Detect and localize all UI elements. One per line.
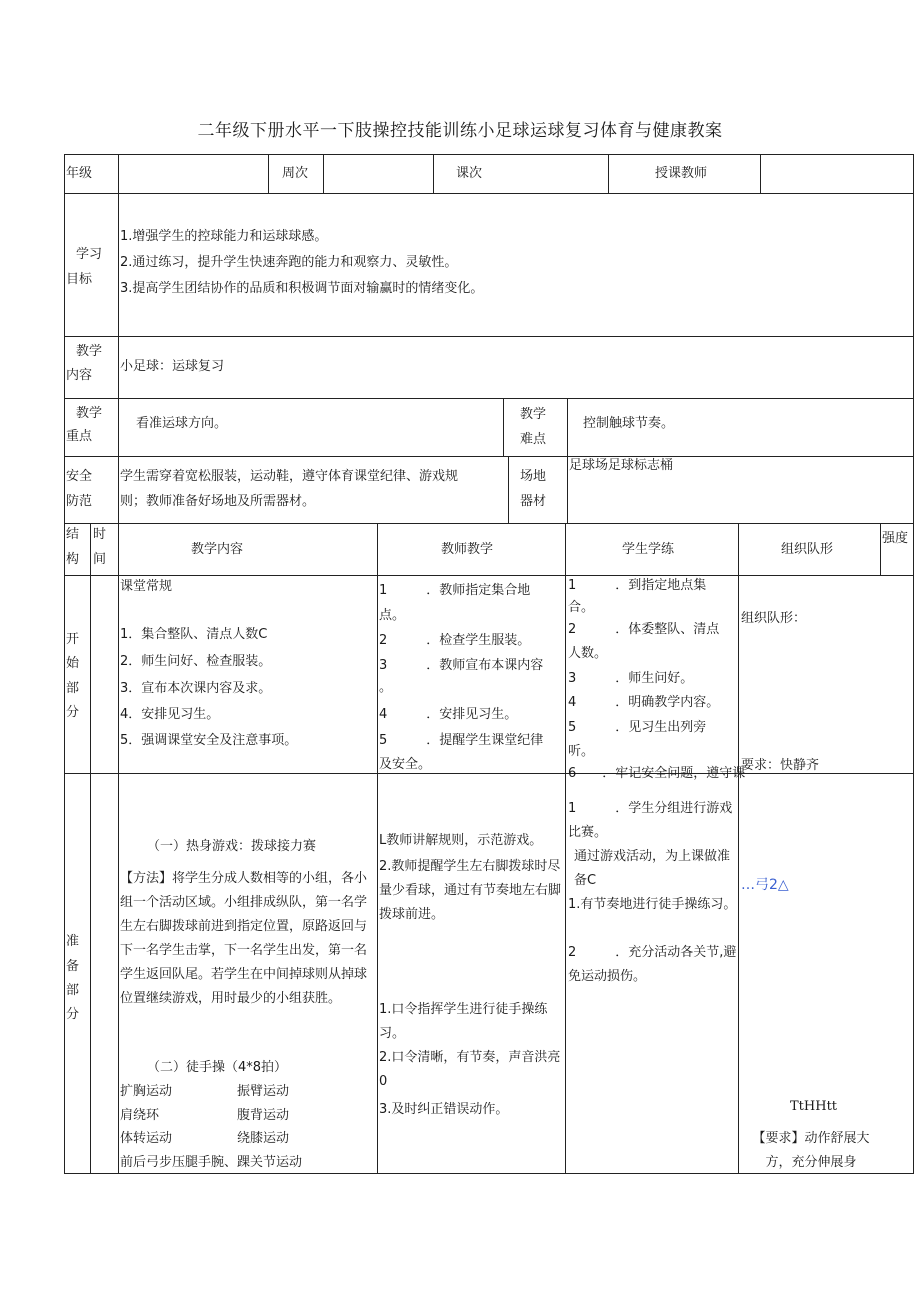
prepare-teacher-line: 3.及时纠正错误动作。 xyxy=(379,1102,509,1117)
col-structure: 结 xyxy=(66,527,80,542)
col-line xyxy=(567,398,568,523)
objective-item: 1.增强学生的控球能力和运球球感。 xyxy=(120,229,328,244)
start-teacher-line: 1 ．教师指定集合地 xyxy=(379,583,531,598)
page-title: 二年级下册水平一下肢操控技能训练小足球运球复习体育与健康教案 xyxy=(197,121,723,141)
col-line xyxy=(508,456,509,523)
row-line xyxy=(64,336,914,337)
start-teacher-line: 2 ．检查学生服装。 xyxy=(379,633,531,648)
col-line xyxy=(118,523,119,1174)
start-teacher-line: 点。 xyxy=(379,608,406,623)
exercise-item: 扩胸运动 xyxy=(120,1084,173,1099)
section-char: 部 xyxy=(66,681,80,696)
objectives-label: 目标 xyxy=(66,272,93,287)
start-teacher-line: 。 xyxy=(379,680,393,695)
safety-text: 学生需穿着宽松服装，运动鞋，遵守体育课堂纪律、游戏规 xyxy=(120,469,459,484)
start-content-line: 2．师生问好、检查服装。 xyxy=(120,654,272,669)
content-label: 教学 xyxy=(76,344,103,359)
start-content-line: 课堂常规 xyxy=(120,579,173,594)
grade-label: 年级 xyxy=(66,166,93,181)
col-content: 教学内容 xyxy=(191,542,244,557)
start-content-line: 1．集合整队、清点人数C xyxy=(120,627,268,642)
start-teacher-line: 及安全。 xyxy=(379,757,432,772)
prepare-teacher-line: L教师讲解规则，示范游戏。 xyxy=(379,833,543,848)
start-student-line: 5 ．见习生出列旁 xyxy=(568,720,707,735)
col-time: 时 xyxy=(93,527,107,542)
row-line xyxy=(64,523,914,524)
row-line xyxy=(64,575,914,576)
start-student-line: 3 ．师生问好。 xyxy=(568,671,694,686)
start-student-line: 6 ．牢记安全问题，遵守课 xyxy=(568,766,746,781)
difficulty-label: 教学 xyxy=(520,407,547,422)
exercise-item: 体转运动 xyxy=(120,1131,173,1146)
start-student-line: 听。 xyxy=(568,744,595,759)
venue-label: 器材 xyxy=(520,494,547,509)
col-line xyxy=(760,154,761,193)
difficulty-text: 控制触球节奏。 xyxy=(583,416,675,431)
exercise-item: 腹背运动 xyxy=(237,1108,290,1123)
objective-item: 3.提高学生团结协作的品质和积极调节面对输赢时的情绪变化。 xyxy=(120,281,484,296)
section-char: 分 xyxy=(66,1007,80,1022)
col-intensity: 强度 xyxy=(882,531,909,546)
section-char: 开 xyxy=(66,632,80,647)
start-teacher-line: 5 ．提醒学生课堂纪律 xyxy=(379,733,544,748)
exercise-title: （二）徒手操（4*8拍） xyxy=(147,1060,288,1075)
prepare-student-line: 1 ．学生分组进行游戏比赛。 xyxy=(568,801,733,840)
objective-item: 2.通过练习，提升学生快速奔跑的能力和观察力、灵敏性。 xyxy=(120,255,458,270)
row-line xyxy=(64,456,914,457)
row-line xyxy=(64,193,914,194)
key-point-text: 看准运球方向。 xyxy=(136,416,228,431)
col-line xyxy=(268,154,269,193)
exercise-item: 前后弓步压腿手腕、踝关节运动 xyxy=(120,1155,303,1170)
game-method: 【方法】将学生分成人数相等的小组，各小组一个活动区域。小组排成纵队，第一名学生左右脚拨球前进到指定位置，原路返回与下一名学生击掌，下一名学生出发，第一名学生返回队尾。若学生在中间掉球则从掉球位置继续游戏，用时最少的小组获胜。 xyxy=(120,871,368,1006)
section-char: 准 xyxy=(66,934,80,949)
col-line xyxy=(608,154,609,193)
col-line xyxy=(433,154,434,193)
section-char: 部 xyxy=(66,983,80,998)
start-student-line: 4 ．明确教学内容。 xyxy=(568,695,720,710)
col-organization: 组织队形 xyxy=(781,542,834,557)
exercise-item: 振臂运动 xyxy=(237,1084,290,1099)
prepare-teacher-line: 1.口令指挥学生进行徒手操练习。 xyxy=(379,1002,548,1041)
safety-label: 安全 xyxy=(66,469,93,484)
lesson-label: 课次 xyxy=(456,166,483,181)
start-content-line: 3．宣布本次课内容及求。 xyxy=(120,681,272,696)
col-teacher: 教师教学 xyxy=(441,542,494,557)
key-point-label: 重点 xyxy=(66,429,93,444)
col-line xyxy=(503,398,504,456)
safety-text: 则；教师准备好场地及所需器材。 xyxy=(120,494,316,509)
col-line xyxy=(323,154,324,193)
org-label: 组织队形： xyxy=(741,611,807,626)
start-teacher-line: 4 ．安排见习生。 xyxy=(379,707,518,722)
venue-label: 场地 xyxy=(520,469,547,484)
org-requirement: 【要求】动作舒展大方，充分伸展身 xyxy=(752,1131,870,1170)
row-line xyxy=(64,154,914,155)
start-content-line: 5．强调课堂安全及注意事项。 xyxy=(120,733,298,748)
col-line xyxy=(64,154,65,1174)
section-char: 分 xyxy=(66,705,80,720)
exercise-item: 绕膝运动 xyxy=(237,1131,290,1146)
exercise-item: 肩绕环 xyxy=(120,1108,160,1123)
start-student-line: 人数。 xyxy=(568,646,608,661)
prepare-student-line: 通过游戏活动，为上课做准备C xyxy=(574,849,731,888)
key-point-label: 教学 xyxy=(76,406,103,421)
prepare-teacher-line: 2.口令清晰，有节奏，声音洪亮0 xyxy=(379,1050,561,1089)
section-char: 备 xyxy=(66,959,80,974)
col-line xyxy=(90,523,91,1174)
org-formation-symbol: TtHHtt xyxy=(790,1099,838,1114)
start-student-line-clipped xyxy=(566,764,746,781)
row-line xyxy=(64,398,914,399)
org-formation-symbol: …弓2△ xyxy=(741,877,789,893)
teacher-label: 授课教师 xyxy=(655,166,708,181)
content-text: 小足球：运球复习 xyxy=(120,359,225,374)
prepare-student-line: 2 ．充分活动各关节,避免运动损伤。 xyxy=(568,945,737,984)
game-title: （一）热身游戏：拨球接力赛 xyxy=(147,839,317,854)
prepare-student-line: 1.有节奏地进行徒手操练习。 xyxy=(568,897,737,912)
org-requirement: 要求：快静齐 xyxy=(741,758,820,773)
col-line xyxy=(880,523,881,575)
col-structure: 构 xyxy=(66,552,80,567)
start-student-line: 2 ．体委整队、清点 xyxy=(568,622,720,637)
start-student-line: 1 ．到指定地点集 xyxy=(568,578,707,593)
start-teacher-line: 3 ．教师宣布本课内容 xyxy=(379,658,544,673)
content-label: 内容 xyxy=(66,368,93,383)
objectives-label: 学习 xyxy=(76,247,103,262)
safety-label: 防范 xyxy=(66,494,93,509)
col-time: 间 xyxy=(93,552,107,567)
week-label: 周次 xyxy=(282,166,309,181)
col-line xyxy=(565,523,566,1174)
col-line xyxy=(377,523,378,1174)
section-char: 始 xyxy=(66,656,80,671)
start-content-line: 4．安排见习生。 xyxy=(120,707,220,722)
col-line xyxy=(913,154,914,1174)
col-line xyxy=(118,154,119,523)
start-student-line: 合。 xyxy=(568,600,595,615)
col-student: 学生学练 xyxy=(622,542,675,557)
col-line xyxy=(738,523,739,1174)
venue-text: 足球场足球标志桶 xyxy=(569,458,674,473)
prepare-teacher-line: 2.教师提醒学生左右脚拨球时尽量少看球，通过有节奏地左右脚拨球前进。 xyxy=(379,859,562,922)
difficulty-label: 难点 xyxy=(520,432,547,447)
